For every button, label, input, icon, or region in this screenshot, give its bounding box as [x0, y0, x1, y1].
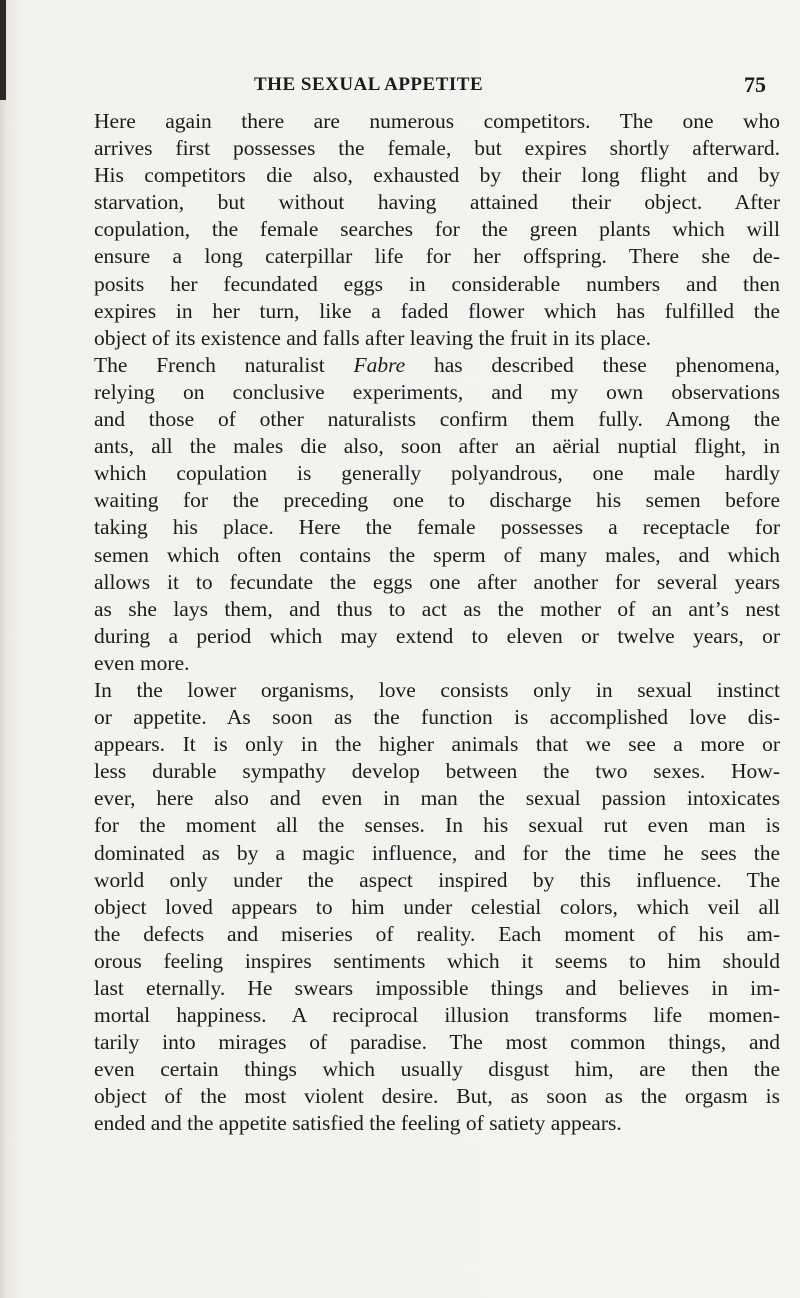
text-segment: The French naturalist [94, 352, 354, 377]
text-line: the defects and miseries of reality. Each moment of his am- [94, 921, 780, 946]
text-line: Here again there are numerous competitors. The one who [94, 109, 780, 133]
naturalist-name: Fabre [353, 352, 406, 377]
text-line: for the moment all the senses. In his sexual rut even man is [94, 813, 780, 838]
text-line: less durable sympathy develop between the two sexes. How- [94, 759, 780, 784]
text-line: waiting for the preceding one to discharge his semen before [94, 488, 780, 513]
text-line: semen which often contains the sperm of many males, and which [94, 542, 780, 567]
text-line: mortal happiness. A reciprocal illusion transforms life momen- [94, 1003, 780, 1028]
text-line: and those of other naturalists confirm them fully. Among the [94, 407, 780, 432]
page-number: 75 [744, 72, 766, 97]
paragraph-2 [94, 352, 780, 677]
text-line: copulation, the female searches for the green plants which will [94, 217, 780, 242]
text-line: ants, all the males die also, soon after an aërial nuptial flight, in [94, 434, 780, 459]
text-line: starvation, but without having attained their object. After [94, 190, 780, 215]
text-line: tarily into mirages of paradise. The most common things, and [94, 1030, 780, 1055]
text-line: ensure a long caterpillar life for her offspring. There she de- [94, 244, 780, 269]
text-line: world only under the aspect inspired by this influence. The [94, 867, 780, 892]
text-line: which copulation is generally polyandrous, one male hardly [94, 461, 780, 486]
text-line: last eternally. He swears impossible things and believes in im- [94, 976, 780, 1000]
paragraph-1 [94, 108, 780, 352]
text-line: as she lays them, and thus to act as the mother of an ant’s nest [94, 596, 780, 621]
text-line: ever, here also and even in man the sexual passion intoxicates [94, 786, 780, 811]
text-line: arrives first possesses the female, but expires shortly afterward. [94, 136, 780, 161]
text-segment: has described these phenomena, [405, 352, 780, 377]
page-header [0, 74, 800, 104]
page-body [94, 108, 780, 1138]
running-title: THE SEXUAL APPETITE [254, 74, 484, 95]
text-line: or appetite. As soon as the function is accomplished love dis- [94, 705, 780, 730]
text-line: relying on conclusive experiments, and my own observations [94, 379, 780, 404]
text-line: taking his place. Here the female possesses a receptacle for [94, 515, 780, 540]
text-line: during a period which may extend to eleven or twelve years, or [94, 623, 780, 648]
text-line: dominated as by a magic influence, and for the time he sees the [94, 840, 780, 865]
text-line: orous feeling inspires sentiments which it seems to him should [94, 948, 780, 973]
text-line: even more. [94, 650, 190, 675]
text-line: expires in her turn, like a faded flower which has fulfilled the [94, 298, 780, 323]
text-line: object of the most violent desire. But, as soon as the orgasm is [94, 1084, 780, 1109]
text-line: object loved appears to him under celestial colors, which veil all [94, 894, 780, 919]
text-line: In the lower organisms, love consists only in sexual instinct [94, 677, 780, 702]
text-line: posits her fecundated eggs in considerable numbers and then [94, 271, 780, 296]
text-line: appears. It is only in the higher animals that we see a more or [94, 732, 780, 757]
text-line: object of its existence and falls after leaving the fruit in its place. [94, 325, 652, 350]
text-line: even certain things which usually disgust him, are then the [94, 1057, 780, 1082]
paragraph-3 [94, 677, 780, 1138]
text-line: His competitors die also, exhausted by their long flight and by [94, 163, 780, 188]
text-line: allows it to fecundate the eggs one after another for several years [94, 569, 780, 594]
text-line: ended and the appetite satisfied the feeling of satiety appears. [94, 1111, 622, 1136]
text-line [94, 352, 780, 379]
